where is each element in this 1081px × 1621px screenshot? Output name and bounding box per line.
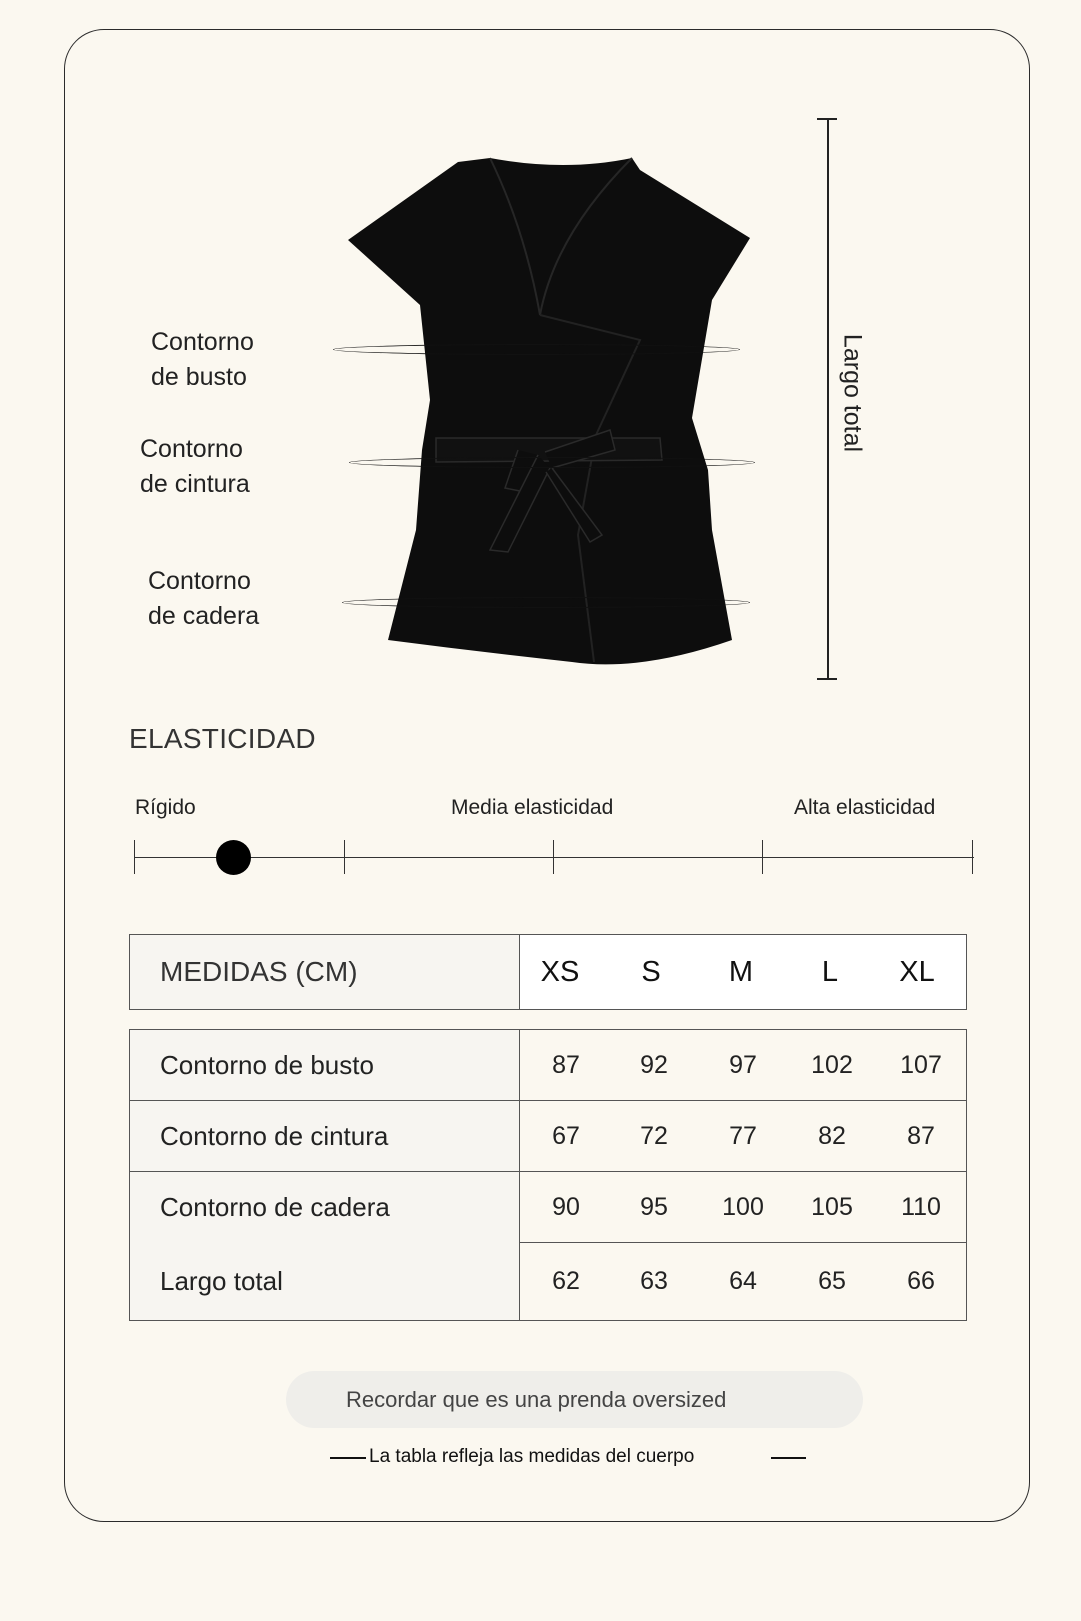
garment-illustration bbox=[340, 150, 780, 690]
elasticity-scale bbox=[135, 857, 974, 858]
elasticity-label-high: Alta elasticidad bbox=[794, 796, 936, 819]
value-cell: 107 bbox=[900, 1051, 942, 1079]
value-cell: 105 bbox=[811, 1193, 853, 1221]
value-cell: 82 bbox=[818, 1122, 846, 1150]
elasticity-label-low: Rígido bbox=[135, 796, 196, 819]
size-m: M bbox=[728, 956, 754, 988]
size-header-table bbox=[129, 934, 967, 1010]
value-cell: 72 bbox=[640, 1122, 668, 1150]
length-line bbox=[827, 119, 829, 680]
row-label: Contorno de busto bbox=[160, 1050, 374, 1080]
elasticity-indicator bbox=[216, 840, 251, 875]
oversized-note-text: Recordar que es una prenda oversized bbox=[346, 1387, 727, 1412]
size-l: L bbox=[821, 956, 839, 988]
value-cell: 63 bbox=[640, 1267, 668, 1295]
value-cell: 95 bbox=[640, 1193, 668, 1221]
oversized-note bbox=[286, 1371, 863, 1428]
length-bottom-tick bbox=[817, 678, 837, 680]
waist-measure-ring bbox=[349, 457, 755, 468]
value-cell: 66 bbox=[907, 1267, 935, 1295]
measurements-table bbox=[129, 1029, 967, 1321]
table-row bbox=[130, 1244, 966, 1320]
waist-label: Contorno de cintura bbox=[140, 435, 250, 498]
table-row bbox=[130, 1030, 966, 1101]
value-cell: 87 bbox=[552, 1051, 580, 1079]
hip-measure-ring bbox=[342, 597, 750, 608]
value-cell: 92 bbox=[640, 1051, 668, 1079]
length-label: Largo total bbox=[838, 333, 867, 453]
value-cell: 97 bbox=[729, 1051, 757, 1079]
elasticity-label-mid: Media elasticidad bbox=[451, 796, 614, 819]
size-xs: XS bbox=[540, 956, 580, 988]
value-cell: 110 bbox=[901, 1193, 941, 1221]
value-cell: 102 bbox=[811, 1051, 853, 1079]
scale-tick bbox=[553, 840, 554, 874]
value-cell: 64 bbox=[729, 1267, 757, 1295]
elasticity-title: ELASTICIDAD bbox=[129, 723, 316, 754]
measures-header: MEDIDAS (CM) bbox=[160, 956, 358, 987]
garment-body bbox=[348, 158, 750, 664]
size-xl: XL bbox=[899, 956, 935, 988]
scale-tick bbox=[762, 840, 763, 874]
value-cell: 62 bbox=[552, 1267, 580, 1295]
table-row bbox=[130, 1172, 966, 1243]
size-s: S bbox=[641, 956, 661, 988]
value-cell: 65 bbox=[818, 1267, 846, 1295]
bust-label: Contorno de busto bbox=[151, 328, 254, 391]
value-cell: 87 bbox=[907, 1122, 935, 1150]
scale-tick bbox=[134, 840, 135, 874]
value-cell: 67 bbox=[552, 1122, 580, 1150]
value-cell: 100 bbox=[722, 1193, 764, 1221]
value-cell: 77 bbox=[729, 1122, 757, 1150]
note-dash-left bbox=[330, 1457, 366, 1459]
row-label: Contorno de cadera bbox=[160, 1192, 390, 1222]
bust-measure-ring bbox=[333, 344, 740, 355]
row-label: Largo total bbox=[160, 1266, 283, 1296]
hip-label: Contorno de cadera bbox=[148, 567, 260, 630]
value-cell: 90 bbox=[552, 1193, 580, 1221]
table-row bbox=[130, 1101, 966, 1172]
scale-tick bbox=[344, 840, 345, 874]
note-dash-right bbox=[771, 1457, 806, 1459]
body-measures-note: La tabla refleja las medidas del cuerpo bbox=[369, 1446, 695, 1467]
row-label: Contorno de cintura bbox=[160, 1121, 389, 1151]
scale-tick bbox=[972, 840, 973, 874]
